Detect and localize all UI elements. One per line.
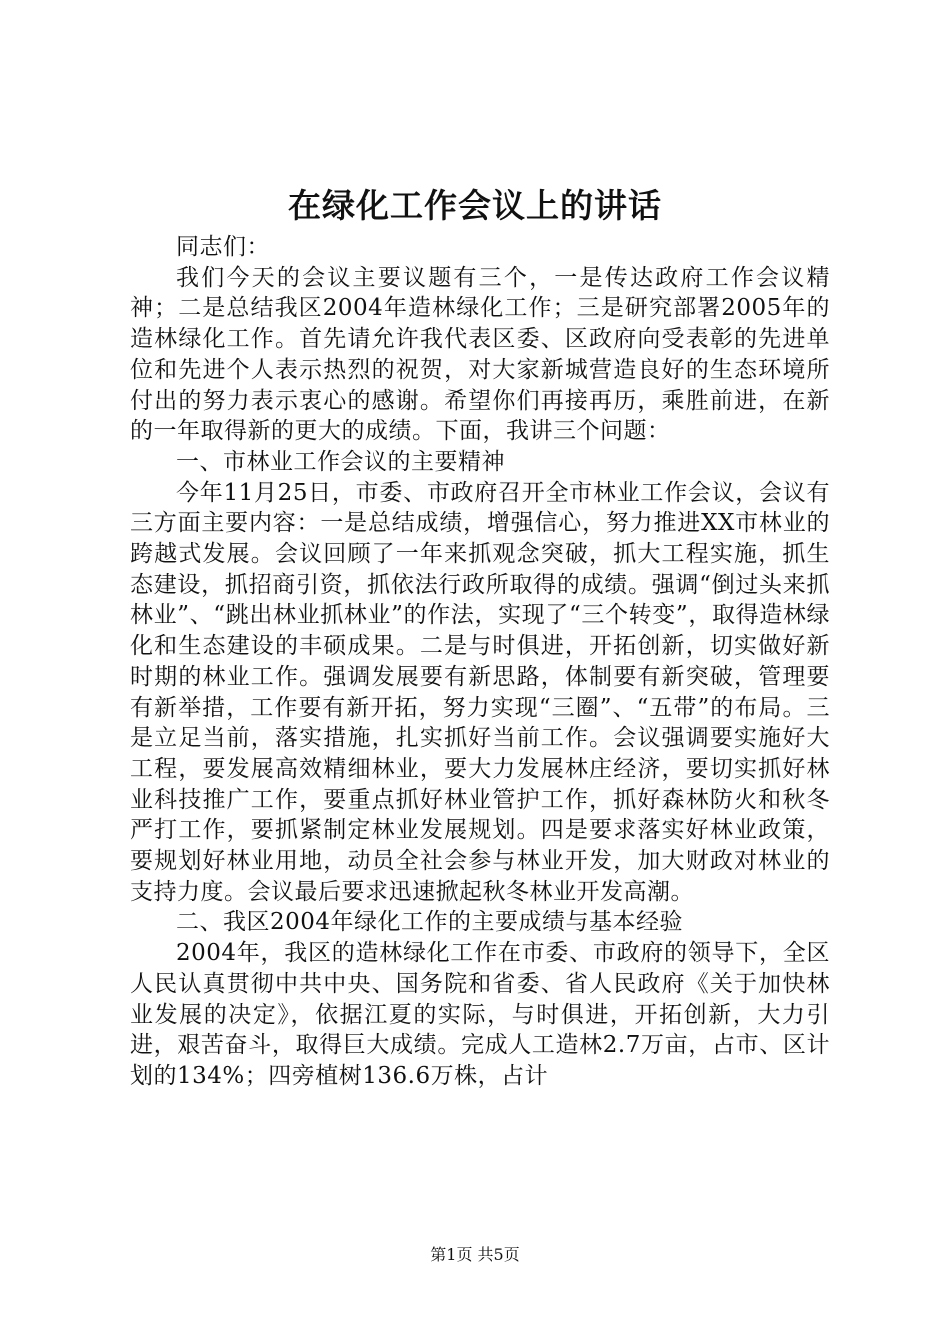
section-1-paragraph: 今年11月25日，市委、市政府召开全市林业工作会议，会议有三方面主要内容：一是总结成绩，增强信心，努力推进XX市林业的跨越式发展。会议回顾了一年来抓观念突破，抓大工程实施，抓生态建设，抓招商引资，抓依法行政所取得的成绩。强调“倒过头来抓林业”、“跳出林业抓林业”的作法，实现了“三个转变”，取得造林绿化和生态建设的丰硕成果。二是与时俱进，开拓创新，切实做好新时期的林业工作。强调发展要有新思路，体制要有新突破，管理要有新举措，工作要有新开拓，努力实现“三圈”、“五带”的布局。三是立足当前，落实措施，扎实抓好当前工作。会议强调要实施好大工程，要发展高效精细林业，要大力发展林庄经济，要切实抓好林业科技推广工作，要重点抓好林业管护工作，抓好森林防火和秋冬严打工作，要抓紧制定林业发展规划。四是要求落实好林业政策，要规划好林业用地，动员全社会参与林业开发，加大财政对林业的支持力度。会议最后要求迅速掀起秋冬林业开发高潮。 — [130, 479, 830, 905]
page-number-footer: 第1页 共5页 — [430, 1245, 520, 1264]
salutation: 同志们： — [176, 234, 270, 260]
document-body — [130, 232, 830, 1092]
section-heading-1: 一、市林业工作会议的主要精神 — [176, 448, 505, 475]
section-heading-2: 二、我区2004年绿化工作的主要成绩与基本经验 — [176, 909, 684, 936]
intro-paragraph: 我们今天的会议主要议题有三个，一是传达政府工作会议精神；二是总结我区2004年造林绿化工作；三是研究部署2005年的造林绿化工作。首先请允许我代表区委、区政府向受表彰的先进单位和先进个人表示热烈的祝贺，对大家新城营造良好的生态环境所付出的努力表示衷心的感谢。希望你们再接再历，乘胜前进，在新的一年取得新的更大的成绩。下面，我讲三个问题： — [130, 264, 830, 445]
document-title: 在绿化工作会议上的讲话 — [288, 186, 662, 225]
section-2-paragraph: 2004年，我区的造林绿化工作在市委、市政府的领导下，全区人民认真贯彻中共中央、国务院和省委、省人民政府《关于加快林业发展的决定》，依据江夏的实际，与时俱进，开拓创新，大力引进，艰苦奋斗，取得巨大成绩。完成人工造林2.7万亩，占市、区计划的134%；四旁植树136.6万株，占计 — [130, 940, 830, 1089]
